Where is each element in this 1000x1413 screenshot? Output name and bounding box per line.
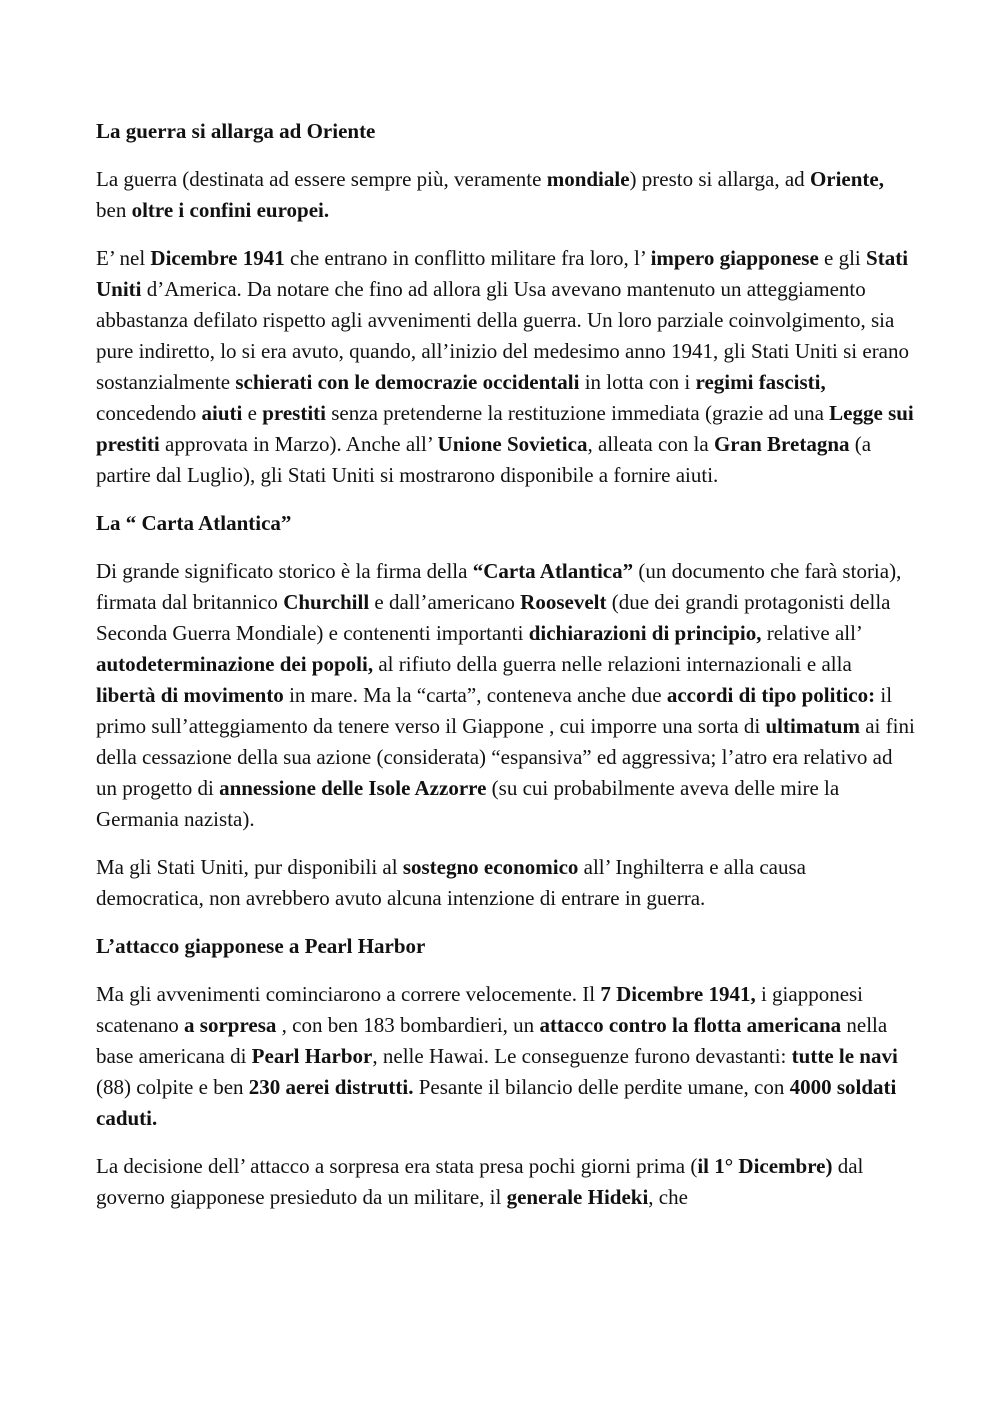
- paragraph: [96, 979, 916, 1134]
- bold-text-run: regimi fascisti,: [695, 370, 826, 394]
- bold-text-run: Gran Bretagna: [713, 432, 850, 456]
- bold-text-run: a sorpresa: [184, 1013, 277, 1037]
- bold-text-run: oltre i confini europei.: [131, 198, 330, 222]
- bold-text-run: dichiarazioni di principio,: [528, 621, 762, 645]
- text-run: in mare. Ma la “carta”, conteneva anche due: [283, 683, 667, 707]
- text-run: (due dei grandi protagonisti della Seconda Guerra Mondiale) e contenenti importanti: [96, 590, 891, 645]
- section-heading: La “ Carta Atlantica”: [96, 511, 292, 535]
- text-run: relative all’: [761, 621, 862, 645]
- bold-text-run: Stati Uniti: [96, 246, 909, 301]
- bold-text-run: Legge sui prestiti: [96, 401, 914, 456]
- bold-text-run: impero giapponese: [650, 246, 819, 270]
- text-run: concedendo: [96, 401, 202, 425]
- text-run: (a partire dal Luglio), gli Stati Uniti si mostrarono disponibile a fornire aiuti.: [96, 432, 872, 487]
- paragraph: [96, 164, 916, 226]
- section-war-east: [96, 116, 916, 491]
- text-run: (88) colpite e ben: [96, 1075, 249, 1099]
- section-heading: L’attacco giapponese a Pearl Harbor: [96, 934, 426, 958]
- text-run: ) presto si allarga, ad: [629, 167, 810, 191]
- text-run: il primo sull’atteggiamento da tenere verso il Giappone , cui imporre una sorta di: [96, 683, 893, 738]
- text-run: , nelle Hawai. Le conseguenze furono devastanti:: [372, 1044, 792, 1068]
- text-run: Ma gli Stati Uniti, pur disponibili al: [96, 855, 403, 879]
- text-run: che entrano in conflitto militare fra loro, l’: [284, 246, 651, 270]
- bold-text-run: 230 aerei distrutti.: [248, 1075, 414, 1099]
- text-run: E’ nel: [96, 246, 151, 270]
- text-run: e dall’americano: [369, 590, 521, 614]
- text-run: nella base americana di: [96, 1013, 888, 1068]
- bold-text-run: Roosevelt: [520, 590, 607, 614]
- text-run: (un documento che farà storia), firmata dal britannico: [96, 559, 902, 614]
- text-run: al rifiuto della guerra nelle relazioni internazionali e alla: [373, 652, 852, 676]
- text-run: e gli: [818, 246, 867, 270]
- bold-text-run: aiuti: [201, 401, 243, 425]
- section-atlantic-charter: [96, 508, 916, 914]
- bold-text-run: mondiale: [546, 167, 630, 191]
- bold-text-run: schierati con le democrazie occidentali: [235, 370, 580, 394]
- bold-text-run: ultimatum: [765, 714, 860, 738]
- bold-text-run: accordi di tipo politico:: [666, 683, 876, 707]
- bold-text-run: libertà di movimento: [96, 683, 284, 707]
- document-page: [96, 116, 916, 1230]
- text-run: in lotta con i: [579, 370, 696, 394]
- text-run: all’ Inghilterra e alla causa democratica, non avrebbero avuto alcuna intenzione di entrare in guerra.: [96, 855, 806, 910]
- paragraph: [96, 852, 916, 914]
- text-run: i giapponesi scatenano: [96, 982, 864, 1037]
- bold-text-run: Oriente,: [809, 167, 884, 191]
- bold-text-run: 4000 soldati caduti.: [96, 1075, 897, 1130]
- bold-text-run: Dicembre 1941: [150, 246, 285, 270]
- section-heading: La guerra si allarga ad Oriente: [96, 119, 376, 143]
- section-pearl-harbor: [96, 931, 916, 1213]
- paragraph: [96, 1151, 916, 1213]
- bold-text-run: il 1° Dicembre): [697, 1154, 833, 1178]
- paragraph: [96, 243, 916, 491]
- bold-text-run: annessione delle Isole Azzorre: [219, 776, 487, 800]
- text-run: (su cui probabilmente aveva delle mire la Germania nazista).: [96, 776, 840, 831]
- bold-text-run: Churchill: [283, 590, 370, 614]
- bold-text-run: generale Hideki: [506, 1185, 649, 1209]
- bold-text-run: 7 Dicembre 1941,: [600, 982, 756, 1006]
- text-run: ai fini della cessazione della sua azione (considerata) “espansiva” ed aggressiva; l’atro era relativo ad un progetto di: [96, 714, 915, 800]
- bold-text-run: tutte le navi: [791, 1044, 898, 1068]
- text-run: , alleata con la: [587, 432, 714, 456]
- bold-text-run: Unione Sovietica: [437, 432, 588, 456]
- paragraph: [96, 556, 916, 835]
- bold-text-run: autodeterminazione dei popoli,: [96, 652, 374, 676]
- bold-text-run: prestiti: [262, 401, 326, 425]
- text-run: dal governo giapponese presieduto da un militare, il: [96, 1154, 864, 1209]
- text-run: Pesante il bilancio delle perdite umane, con: [413, 1075, 790, 1099]
- bold-text-run: sostegno economico: [402, 855, 579, 879]
- text-run: , con ben 183 bombardieri, un: [276, 1013, 540, 1037]
- text-run: senza pretenderne la restituzione immediata (grazie ad una: [326, 401, 830, 425]
- text-run: d’America. Da notare che fino ad allora gli Usa avevano mantenuto un atteggiamento abbastanza defilato rispetto agli avvenimenti della guerra. Un loro parziale coinvolgimento, sia pure indiretto, lo si era avuto, quando, all’inizio del medesimo anno 1941, gli Stati Uniti si erano sostanzialmente: [96, 277, 910, 394]
- bold-text-run: Pearl Harbor: [251, 1044, 373, 1068]
- text-run: ben: [96, 198, 132, 222]
- text-run: La guerra (destinata ad essere sempre più, veramente: [96, 167, 547, 191]
- text-run: approvata in Marzo). Anche all’: [159, 432, 438, 456]
- text-run: La decisione dell’ attacco a sorpresa era stata presa pochi giorni prima (: [96, 1154, 698, 1178]
- text-run: , che: [648, 1185, 688, 1209]
- bold-text-run: attacco contro la flotta americana: [539, 1013, 842, 1037]
- bold-text-run: “Carta Atlantica”: [472, 559, 634, 583]
- text-run: Ma gli avvenimenti cominciarono a correre velocemente. Il: [96, 982, 601, 1006]
- text-run: e: [242, 401, 263, 425]
- text-run: Di grande significato storico è la firma della: [96, 559, 473, 583]
